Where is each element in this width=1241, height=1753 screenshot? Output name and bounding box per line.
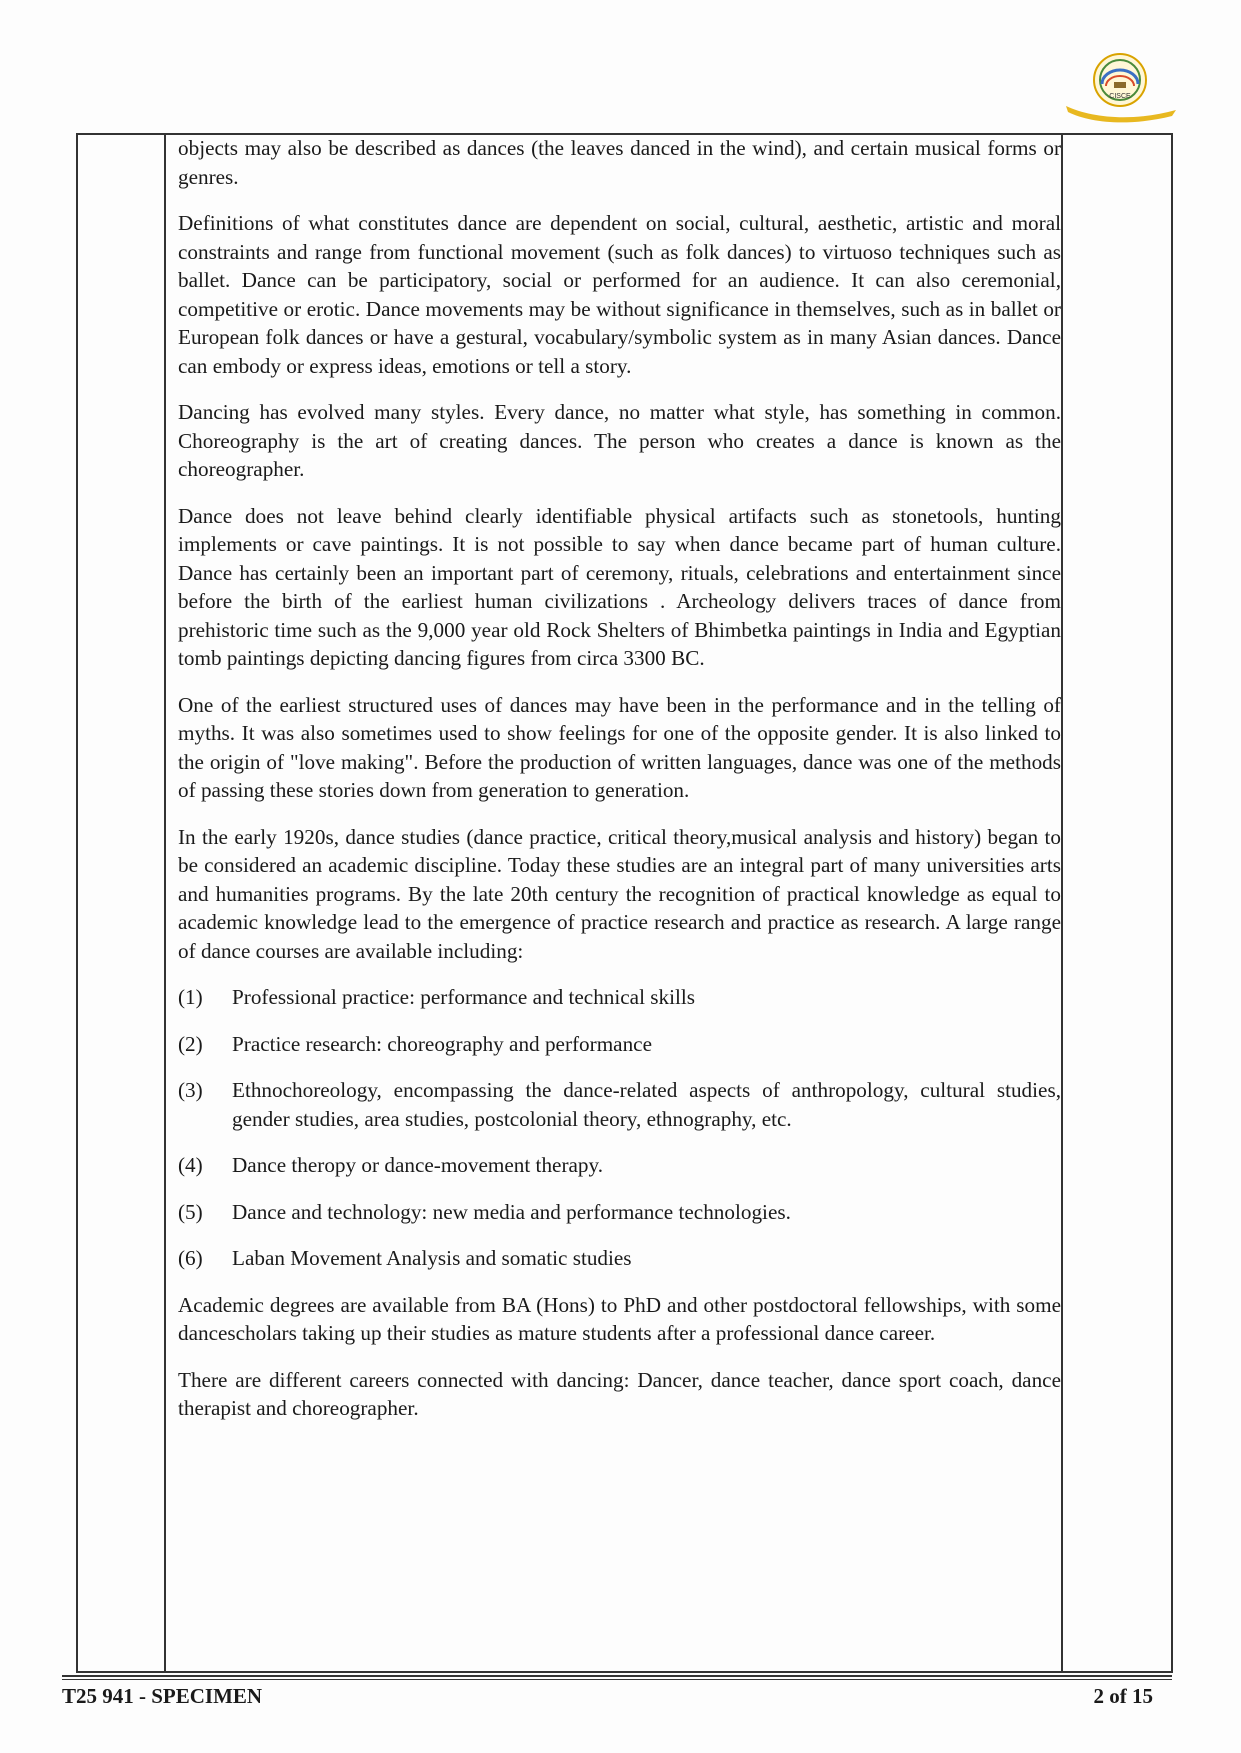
list-text: Laban Movement Analysis and somatic studies [232, 1246, 632, 1270]
footer-rule-thin [62, 1679, 1172, 1680]
list-text: Ethnochoreology, encompassing the dance-related aspects of anthropology, cultural studies, gender studies, area studies, postcolonial theory, ethnography, etc. [232, 1078, 1061, 1131]
paragraph: Dance does not leave behind clearly identifiable physical artifacts such as stonetools, hunting implements or cave paintings. It is not possible to say when dance became part of human culture. Dance has certainly been an important part of ceremony, rituals, celebrations and entertainment since before the birth of the earliest human civilizations . Archeology delivers traces of dance from prehistoric time such as the 9,000 year old Rock Shelters of Bhimbetka paintings in India and Egyptian tomb paintings depicting dancing figures from circa 3300 BC. [178, 503, 1061, 670]
list-text: Dance theropy or dance-movement therapy. [232, 1153, 604, 1177]
footer-rule [62, 1675, 1172, 1677]
list-item [178, 1151, 1061, 1180]
list-number: (6) [178, 1246, 203, 1270]
left-margin-rule [164, 135, 166, 1671]
list-text: Practice research: choreography and performance [232, 1031, 652, 1056]
list-item [178, 1076, 1061, 1133]
list-number: (1) [178, 985, 203, 1009]
list-item [178, 1198, 1061, 1227]
paragraph: One of the earliest structured uses of dances may have been in the performance and in the telling of myths. It was also sometimes used to show feelings for one of the opposite gender. It is also linked to the origin of "love making". Before the production of written languages, dance was one of the methods of passing these stories down from generation to generation. [178, 692, 1061, 802]
list-item [178, 983, 1061, 1012]
list-text: Dance and technology: new media and performance technologies. [232, 1199, 791, 1224]
list-number: (4) [178, 1153, 203, 1177]
page-number: 2 of 15 [1093, 1684, 1153, 1708]
svg-text:CISCE: CISCE [1109, 93, 1131, 100]
paper-code: T25 941 - SPECIMEN [62, 1684, 263, 1708]
list-item [178, 1244, 1061, 1273]
cisce-seal-icon [1062, 48, 1180, 124]
list-text: Professional practice: performance and technical skills [232, 985, 696, 1009]
list-item [178, 1030, 1061, 1059]
paragraph: objects may also be described as dances (the leaves danced in the wind), and certain musical forms or genres. [178, 136, 1061, 189]
passage [178, 134, 1061, 1441]
paragraph: Dancing has evolved many styles. Every dance, no matter what style, has something in common. Choreography is the art of creating dances. The person who creates a dance is known as the choreographer. [178, 400, 1061, 481]
paragraph: In the early 1920s, dance studies (dance practice, critical theory,musical analysis and history) began to be considered an academic discipline. Today these studies are an integral part of many universities arts and humanities programs. By the late 20th century the recognition of practical knowledge as equal to academic knowledge lead to the emergence of practice research and practice as research. A large range of dance courses are available including: [178, 824, 1061, 963]
paragraph: There are different careers connected with dancing: Dancer, dance teacher, dance sport coach, dance therapist and choreographer. [178, 1367, 1061, 1420]
right-margin-rule [1061, 135, 1063, 1671]
list-number: (5) [178, 1199, 203, 1224]
list-number: (3) [178, 1078, 203, 1102]
paragraph: Definitions of what constitutes dance are dependent on social, cultural, aesthetic, artistic and moral constraints and range from functional movement (such as folk dances) to virtuoso techniques such as ballet. Dance can be participatory, social or performed for an audience. It can also ceremonial, competitive or erotic. Dance movements may be without significance in themselves, such as in ballet or European folk dances or have a gestural, vocabulary/symbolic system as in many Asian dances. Dance can embody or express ideas, emotions or tell a story. [178, 211, 1061, 378]
list-number: (2) [178, 1031, 203, 1056]
paragraph: Academic degrees are available from BA (Hons) to PhD and other postdoctoral fellowships, with some dancescholars taking up their studies as mature students after a professional dance career. [178, 1292, 1061, 1345]
